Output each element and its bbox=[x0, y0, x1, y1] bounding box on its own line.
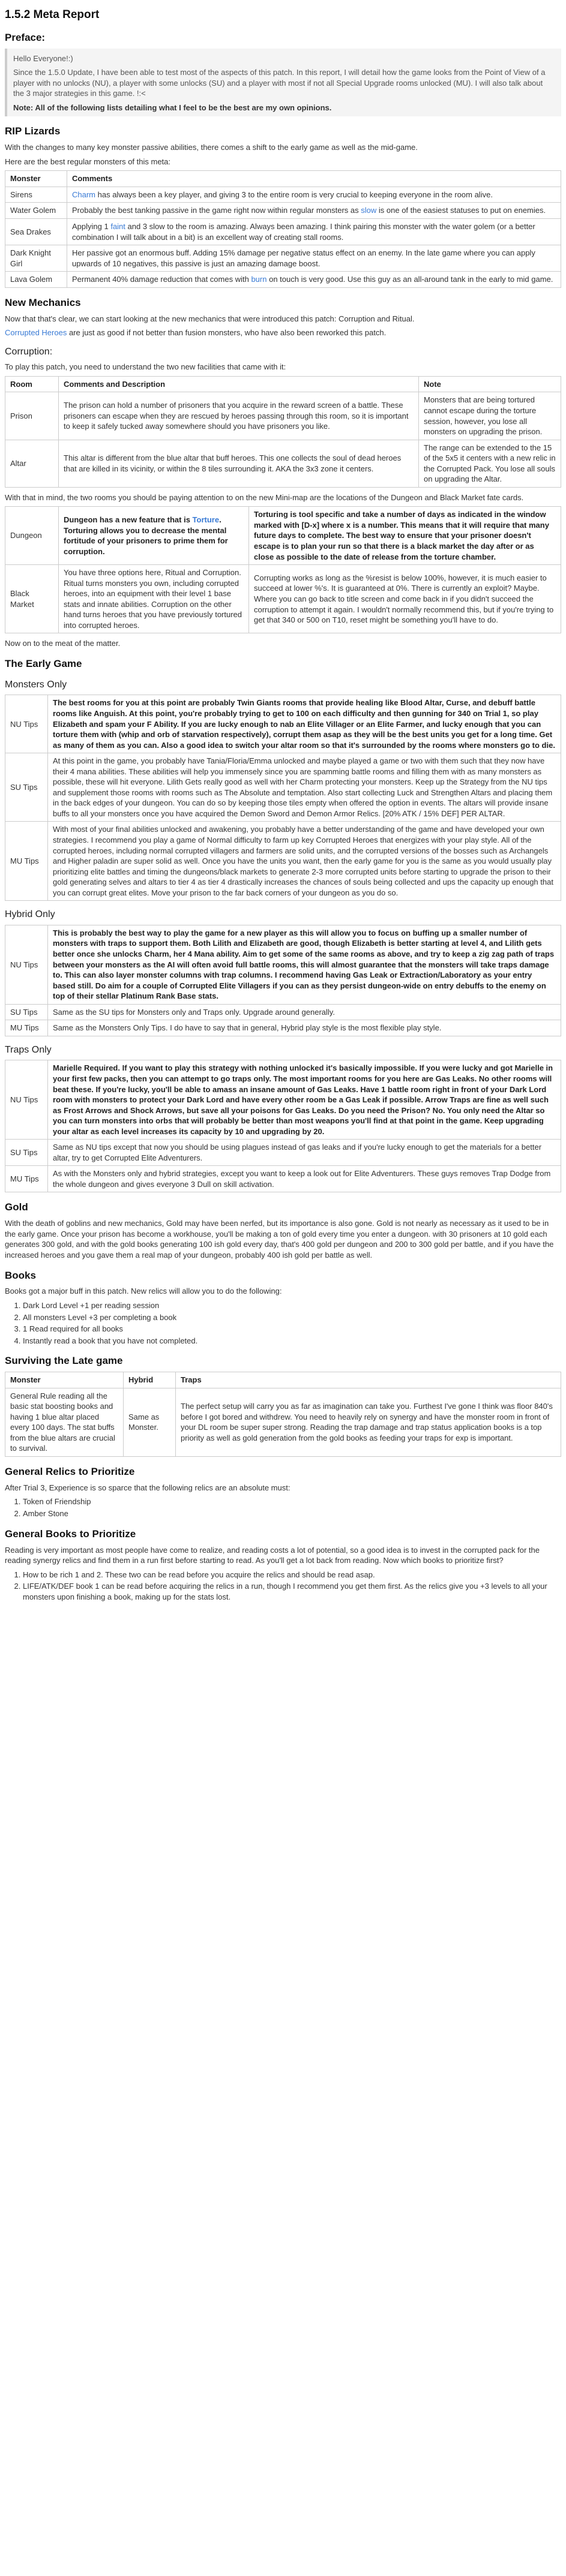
page-title: 1.5.2 Meta Report bbox=[5, 8, 100, 21]
status-link[interactable]: burn bbox=[251, 275, 267, 284]
tip-text: With most of your final abilities unlocked and awakening, you probably have a better understanding of the game and have developed your own strategies. I recommend you play a game of Normal difficulty to farm up key Corrupted Heroes that energizes with your play style. All of the corrupted heroes, including normal corrupted villagers and farmers are solid units, and the corrupted versions of the bosses such as Archangels and Higher paladin are super solid as well. Once you have the units you want, then the early game for you is the same as you would usually play prioritizing elite battles and timing the dungeons/black markets to generate 2-3 more corrupted units before starting to upgrade the prison to their gold generating selves and altars to tier 4 as tier 4 drastically increases the chances of souls being collected and ups the capacity up enough that you can corrupt great elites. Move your prison to the far back corners of your dungeon as you do so. bbox=[48, 822, 561, 901]
fate-note: Corrupting works as long as the %resist is below 100%, however, it is much easier to succeed at lower %'s. It is guaranteed at 0%. There is currently an exploit? Maybe. Where you can go back to title screen and come back in if you didn't succeed the corruption to attempt it again. I wouldn't normally recommend this, but if you're trying to get that 340 or 500 on T10, reset might be something you'll have to do. bbox=[249, 565, 561, 633]
monster-comment bbox=[67, 203, 561, 219]
tip-label: SU Tips bbox=[5, 1004, 48, 1020]
table-row bbox=[5, 1166, 561, 1192]
relics-intro: After Trial 3, Experience is so sparce that the following relics are an absolute must: bbox=[5, 1483, 291, 1492]
traps-only-table bbox=[5, 1060, 561, 1192]
tip-label: SU Tips bbox=[5, 1140, 48, 1166]
status-link[interactable]: Charm bbox=[72, 190, 96, 199]
status-link[interactable]: faint bbox=[110, 221, 125, 231]
tip-text: The best rooms for you at this point are probably Twin Giants rooms that provide healing like Blood Altar, Curse, and debuff battle rooms like Anguish. At this point, you're probably trying to get to 100 on each difficulty and then gunning for 340 on Trial 1, so play Elizabeth and spam your F Ability. If you are lucky enough to nab an Elite Villager or an Elite Farmer, and lucky enough that you can torture them with (whip and orb of starvation respectively), corrupt them asap as they will be the best units you get for a long time. Get as many of them as you can. Also a good idea to switch your altar room so that it's surrounded by the rooms where monsters go to die. bbox=[48, 695, 561, 753]
table-row bbox=[5, 1388, 561, 1456]
fate-note: Torturing is tool specific and take a number of days as indicated in the window marked with [D-x] where x is a number. This means that it will require that many future days to complete. The best way to ensure that your prisoner doesn't escape is to plan your run so that there is a black market the day after or as close as possible to the date of release from the torture chamber. bbox=[249, 507, 561, 565]
tip-label: MU Tips bbox=[5, 822, 48, 901]
monster-table-header: Comments bbox=[67, 171, 561, 187]
table-row bbox=[5, 1060, 561, 1140]
tip-label: NU Tips bbox=[5, 925, 48, 1004]
facility-room: Altar bbox=[5, 440, 59, 487]
tip-text: At this point in the game, you probably have Tania/Floria/Emma unlocked and maybe played a game or two with them such that they now have their 4 mana abilities. These abilities will help you immensely since you are spamming battle rooms and filling them with as many monsters as possible, these will hit everyone. Lilith Gets really good as well with her Charm protecting your monsters. Keep up the Strategy from the NU tips and supplement those rooms with rooms such as The Absolute and temptation. Also start collecting Luck and Strengthen Altars and placing them in the back edges of your dungeon. You can do so by keeping those tiles empty when offered the option in events. The altars will provide insane buffs to all your monsters once you have acquired the Demon Sword and Demon Armor Relics. [20% ATK / 15% DEF] PER ALTAR. bbox=[48, 753, 561, 822]
late-hybrid-cell: Same as Monster. bbox=[124, 1388, 176, 1456]
tip-text: As with the Monsters only and hybrid strategies, except you want to keep a look out for Elite Adventurers. These guys removes Trap Dodge from the whole dungeon and gives everyone 3 Dull on skill activation. bbox=[48, 1166, 561, 1192]
list-item: 2. LIFE/ATK/DEF book 1 can be read before acquiring the relics in a run, though I recommend you get them first. As the relics give you +3 levels to all your monsters upon finishing a book, making up for the stats lost. bbox=[23, 1581, 561, 1602]
tip-text: Same as the SU tips for Monsters only and Traps only. Upgrade around generally. bbox=[48, 1004, 561, 1020]
tip-label: MU Tips bbox=[5, 1166, 48, 1192]
facility-table bbox=[5, 376, 561, 488]
fate-table bbox=[5, 506, 561, 633]
monster-table bbox=[5, 170, 561, 287]
gbooks-intro: Reading is very important as most people have come to realize, and reading costs a lot of potential, so a good idea is to invest in the corrupted pack for the reading synergy relics and find them in a run first before starting to read. As you'll get a lot back from reading. Now which books to prioritize first? bbox=[5, 1545, 540, 1565]
rip-intro: With the changes to many key monster passive abilities, there comes a shift to the early game as well as the mid-game. bbox=[5, 143, 418, 152]
minimap-text: With that in mind, the two rooms you should be paying attention to on the new Mini-map are the locations of the Dungeon and Black Market fate cards. bbox=[5, 492, 524, 502]
fate-desc-text: You have three options here, Ritual and Corruption. Ritual turns monsters you own, including corrupted heroes, into an equipment with their level 1 base stats and innate abilities. Corruption on the other hand turns heroes that you have previously tortured into corrupted heroes. bbox=[64, 568, 242, 630]
monsters-only-heading: Monsters Only bbox=[5, 679, 67, 690]
tip-label: SU Tips bbox=[5, 753, 48, 822]
corruption-intro: To play this patch, you need to understand the two new facilities that came with it: bbox=[5, 362, 286, 372]
table-row bbox=[5, 822, 561, 901]
list-item: 1. Token of Friendship bbox=[23, 1496, 561, 1507]
gbooks-list bbox=[5, 1570, 561, 1603]
fate-room: Dungeon bbox=[5, 507, 59, 565]
table-row bbox=[5, 565, 561, 633]
comment-text: Probably the best tanking passive in the game right now within regular monsters as bbox=[72, 206, 361, 215]
traps-only-heading: Traps Only bbox=[5, 1044, 52, 1055]
fate-room: Black Market bbox=[5, 565, 59, 633]
comment-text: is one of the easiest statuses to put on enemies. bbox=[376, 206, 546, 215]
table-row bbox=[5, 753, 561, 822]
monster-comment bbox=[67, 245, 561, 272]
tip-text: Same as the Monsters Only Tips. I do have to say that in general, Hybrid play style is the most flexible play style. bbox=[48, 1020, 561, 1036]
preface-body: Since the 1.5.0 Update, I have been able to test most of the aspects of this patch. In this report, I will detail how the game looks from the Point of View of a player with no unlocks (NU), a player with some unlocks (SU) and a player with most if not all Special Upgrade rooms unlocked (MU). I will also talk about the 3 major strategies in this game. !:< bbox=[13, 68, 546, 98]
list-item: 2. Amber Stone bbox=[23, 1508, 561, 1519]
table-row bbox=[5, 187, 561, 203]
fate-desc-text: Dungeon has a new feature that is bbox=[64, 515, 193, 525]
fate-desc bbox=[59, 565, 249, 633]
preface-heading: Preface: bbox=[5, 31, 46, 43]
table-row bbox=[5, 392, 561, 440]
corruption-heading: Corruption: bbox=[5, 346, 53, 357]
table-row bbox=[5, 1140, 561, 1166]
tip-text: Marielle Required. If you want to play this strategy with nothing unlocked it's basically impossible. If you were lucky and got Marielle in your first few packs, then you can attempt to go traps only. The most important rooms for you here are Gas Leaks. No other rooms will beat these. If you're lucky, you'll be able to amass an insane amount of Gas Leaks. Have 1 battle room right in front of your Dark Lord room with monsters to protect your Dark Lord and have every other room be a Gas Leak if possible. Arrow Traps are fine as well such as Frost Arrows and Shock Arrows, but save all your poisons for Gas Leaks. Do you need the Prison? No. You only need the Altar so you can turn monsters into orbs that will probably be better than most weapons you'll find at that point in the game. Keep upgrading your altar as each level increases its capacity by 10 and upgrading by 20. bbox=[48, 1060, 561, 1140]
hybrid-only-heading: Hybrid Only bbox=[5, 909, 55, 920]
late-table-header: Traps bbox=[176, 1372, 561, 1388]
late-table-header: Monster bbox=[5, 1372, 124, 1388]
list-item: 1. Dark Lord Level +1 per reading session bbox=[23, 1300, 561, 1311]
fate-desc bbox=[59, 507, 249, 565]
gold-text: With the death of goblins and new mechanics, Gold may have been nerfed, but its importance is also gone. Gold is not nearly as necessary as it used to be in the early game. Once your prison has become a workhouse, you'll be making a ton of gold every time you enter a dungeon. with 30 prisoners at 10 gold each generates 300 gold, and with the gold books generating 100 ish gold every day, that's 400 gold per dungeon and 200 to 300 gold per battle, and if you have the increased heroes and you gave them a real map of your dungeon, probably 400 ish gold per battle as well. bbox=[5, 1219, 554, 1260]
monster-name: Lava Golem bbox=[5, 272, 67, 288]
late-heading: Surviving the Late game bbox=[5, 1355, 123, 1367]
mechanics-intro: Now that that's clear, we can start looking at the new mechanics that were introduced this patch: Corruption and Ritual. bbox=[5, 314, 415, 323]
monster-comment bbox=[67, 187, 561, 203]
comment-text: Permanent 40% damage reduction that comes with bbox=[72, 275, 251, 284]
facility-desc: The prison can hold a number of prisoners that you acquire in the reward screen of a battle. These prisoners can escape when they are rescued by heroes passing through this room, so it is important to keep it safely tucked away somewhere should you have prisoners you like. bbox=[59, 392, 419, 440]
books-list bbox=[5, 1300, 561, 1346]
books-heading: Books bbox=[5, 1269, 36, 1281]
tip-label: NU Tips bbox=[5, 1060, 48, 1140]
comment-text: Her passive got an enormous buff. Adding 15% damage per negative status effect on an enemy. In the late game where you can apply upwards of 10 negatives, this passive is just an amazing damage boost. bbox=[72, 248, 535, 268]
corrupted-heroes-text bbox=[5, 327, 561, 338]
books-intro: Books got a major buff in this patch. New relics will allow you to do the following: bbox=[5, 1287, 282, 1296]
status-link[interactable]: slow bbox=[361, 206, 377, 215]
tip-label: MU Tips bbox=[5, 1020, 48, 1036]
late-traps-cell: The perfect setup will carry you as far as imagination can take you. Furthest I've gone I think was floor 840's before I got bored and withdrew. You need to heavily rely on synergy and have the monster room in front of your DL room be super super strong. Reading the trap damage and trap status application books is a top priority as well as gold generation from the gold books as feeding your traps for exp is important. bbox=[176, 1388, 561, 1456]
list-item: 4. Instantly read a book that you have not completed. bbox=[23, 1336, 561, 1346]
torture-link[interactable]: Torture bbox=[192, 515, 220, 525]
table-row bbox=[5, 695, 561, 753]
corrupted-heroes-link[interactable]: Corrupted Heroes bbox=[5, 328, 67, 338]
gold-heading: Gold bbox=[5, 1201, 28, 1213]
relics-list bbox=[5, 1496, 561, 1519]
list-item: 3. 1 Read required for all books bbox=[23, 1324, 561, 1334]
tip-text: This is probably the best way to play the game for a new player as this will allow you to focus on buffing up a smaller number of monsters with traps to support them. Both Lilith and Elizabeth are good, though Elizabeth is better starting at level 4, and Lilith gets better once she unlocks Charm, her 4 Mana ability. Aim to get some of the same rooms as above, and try to keep a zig zag path of traps between your monsters as the AI will often avoid full battle rooms, this will almost guarantee that the monsters will take traps damage to. This can also layer monster columns with trap columns. I recommend having Gas Leak or Extraction/Laboratory as your entry based still. Do aim for a couple of Corrupted Elite Villagers if you can as they persist dungeon-wide on entry debuffs to the enemy on top of their stellar Platinum Rank Base stats. bbox=[48, 925, 561, 1004]
facility-table-header: Comments and Description bbox=[59, 376, 419, 392]
late-table-header: Hybrid bbox=[124, 1372, 176, 1388]
monster-comment bbox=[67, 218, 561, 245]
monster-table-header: Monster bbox=[5, 171, 67, 187]
preface-note: Note: All of the following lists detailing what I feel to be the best are my own opinions. bbox=[13, 103, 332, 112]
hybrid-only-table bbox=[5, 925, 561, 1036]
table-row bbox=[5, 1020, 561, 1036]
facility-table-header: Note bbox=[419, 376, 561, 392]
fate-desc-text: . Torturing allows you to decrease the mental fortitude of your prisoners to prime them for corruption. bbox=[64, 515, 228, 556]
rip-heading: RIP Lizards bbox=[5, 125, 61, 137]
monster-name: Sea Drakes bbox=[5, 218, 67, 245]
table-row bbox=[5, 272, 561, 288]
corrupted-heroes-rest: are just as good if not better than fusion monsters, who have also been reworked this patch. bbox=[67, 328, 387, 338]
preface-quote bbox=[5, 49, 561, 117]
tip-text: Same as NU tips except that now you should be using plagues instead of gas leaks and if you're lucky enough to get the materials for a better altar, try to get Corrupted Elite Adventurers. bbox=[48, 1140, 561, 1166]
facility-desc: This altar is different from the blue altar that buff heroes. This one collects the soul of dead heroes that are killed in its vicinity, or within the 8 tiles surrounding it. AKA the 3x3 zone it centers. bbox=[59, 440, 419, 487]
comment-text: and 3 slow to the room is amazing. Always been amazing. I think pairing this monster with the water golem (or a better combination I will talk about in a bit) is an excellent way of creating stall rooms. bbox=[72, 221, 535, 242]
late-table bbox=[5, 1372, 561, 1457]
monster-name: Sirens bbox=[5, 187, 67, 203]
monsters-only-table bbox=[5, 695, 561, 901]
comment-text: has always been a key player, and giving 3 to the entire room is very crucial to keeping everyone in the room alive. bbox=[95, 190, 493, 199]
monster-name: Dark Knight Girl bbox=[5, 245, 67, 272]
preface-greeting: Hello Everyone!:) bbox=[13, 53, 73, 63]
monster-comment bbox=[67, 272, 561, 288]
gbooks-heading: General Books to Prioritize bbox=[5, 1528, 136, 1540]
relics-heading: General Relics to Prioritize bbox=[5, 1465, 135, 1477]
meat-text: Now on to the meat of the matter. bbox=[5, 639, 121, 648]
table-row bbox=[5, 203, 561, 219]
late-monster-cell: General Rule reading all the basic stat boosting books and having 1 blue altar placed every 100 days. The stat buffs from the blue altars are crucial to survival. bbox=[5, 1388, 124, 1456]
table-row bbox=[5, 507, 561, 565]
table-row bbox=[5, 218, 561, 245]
mechanics-heading: New Mechanics bbox=[5, 296, 81, 308]
rip-intro2: Here are the best regular monsters of this meta: bbox=[5, 157, 171, 166]
list-item: 1. How to be rich 1 and 2. These two can be read before you acquire the relics and should be read asap. bbox=[23, 1570, 561, 1580]
list-item: 2. All monsters Level +3 per completing a book bbox=[23, 1312, 561, 1323]
comment-text: Applying 1 bbox=[72, 221, 111, 231]
facility-room: Prison bbox=[5, 392, 59, 440]
facility-table-header: Room bbox=[5, 376, 59, 392]
table-row bbox=[5, 925, 561, 1004]
monster-name: Water Golem bbox=[5, 203, 67, 219]
facility-note: Monsters that are being tortured cannot escape during the torture session, however, you lose all monsters on upgrading the prison. bbox=[419, 392, 561, 440]
tip-label: NU Tips bbox=[5, 695, 48, 753]
table-row bbox=[5, 245, 561, 272]
early-heading: The Early Game bbox=[5, 657, 82, 669]
facility-note: The range can be extended to the 15 of the 5x5 it centers with a new relic in the Corrupted Pack. You lose all souls on upgrading the Altar. bbox=[419, 440, 561, 487]
comment-text: on touch is very good. Use this guy as an all-around tank in the early to mid game. bbox=[266, 275, 553, 284]
table-row bbox=[5, 1004, 561, 1020]
table-row bbox=[5, 440, 561, 487]
